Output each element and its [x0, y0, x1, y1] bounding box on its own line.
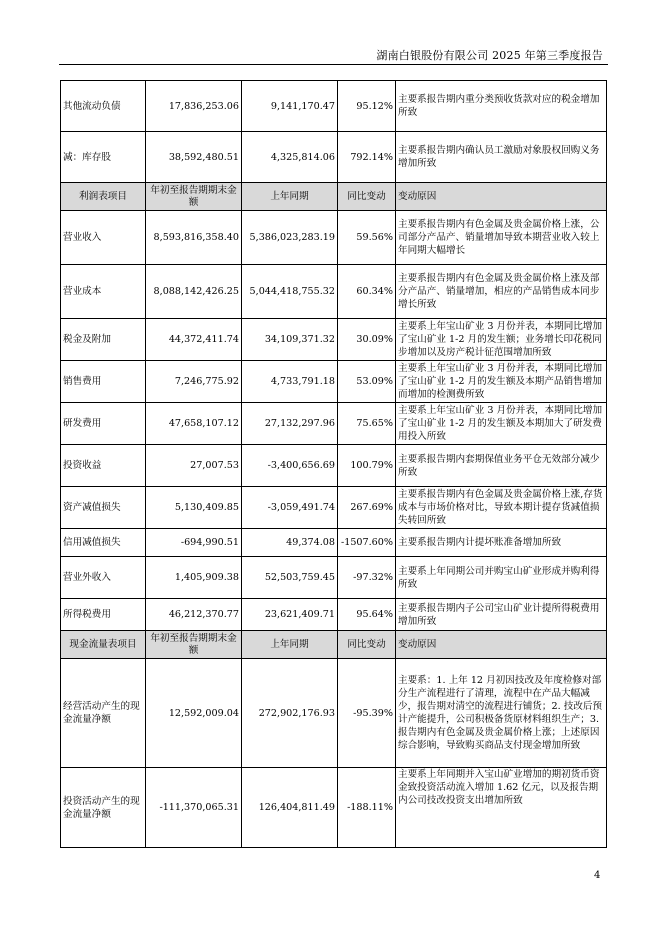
row-change: 95.12%: [338, 81, 396, 132]
row-prior: -3,059,491.74: [242, 487, 338, 529]
row-item: 经营活动产生的现金流量净额: [61, 659, 146, 768]
row-current: 7,246,775.92: [146, 361, 242, 403]
table-row: [61, 529, 607, 557]
row-item: 其他流动负债: [61, 81, 146, 132]
col-header-current: 年初至报告期期末金额: [146, 183, 242, 211]
row-reason: 主要系上年宝山矿业 3 月份并表，本期同比增加了宝山矿业 1-2 月的发生额及本期加大了研发费用投入所致: [396, 403, 607, 445]
row-current: 8,088,142,426.25: [146, 265, 242, 319]
table-row: [61, 265, 607, 319]
row-prior: 52,503,759.45: [242, 557, 338, 599]
table-row: [61, 659, 607, 768]
col-header-change: 同比变动: [338, 631, 396, 659]
row-reason: 主要系报告期内有色金属及贵金属价格上涨,存货成本与市场价格对比，导致本期计提存货减值损失转回所致: [396, 487, 607, 529]
col-header-prior: 上年同期: [242, 183, 338, 211]
row-current: -694,990.51: [146, 529, 242, 557]
cashflow-header-row: [61, 631, 607, 659]
table-row: [61, 445, 607, 487]
table-row: [61, 361, 607, 403]
row-item: 营业成本: [61, 265, 146, 319]
row-reason: 主要系报告期内有色金属及贵金属价格上涨及部分产品产、销量增加，相应的产品销售成本同步增长所致: [396, 265, 607, 319]
row-reason: 主要系上年同期并入宝山矿业增加的期初货币资金致投资活动流入增加 1.62 亿元，以及报告期内公司技改投资支出增加所致: [396, 768, 607, 848]
table-row: [61, 403, 607, 445]
row-prior: -3,400,656.69: [242, 445, 338, 487]
row-prior: 49,374.08: [242, 529, 338, 557]
table-row: [61, 81, 607, 132]
row-change: 792.14%: [338, 132, 396, 183]
row-reason: 主要系报告期内有色金属及贵金属价格上涨，公司部分产品产、销量增加导致本期营业收入较上年同期大幅增长: [396, 211, 607, 265]
report-header-title: 湖南白银股份有限公司 2025 年第三季度报告: [376, 49, 603, 62]
row-change: 59.56%: [338, 211, 396, 265]
row-current: 47,658,107.12: [146, 403, 242, 445]
row-current: 8,593,816,358.40: [146, 211, 242, 265]
row-reason: 主要系报告期内套期保值业务平仓无效部分减少所致: [396, 445, 607, 487]
row-reason: 主要系上年同期公司并购宝山矿业形成并购利得所致: [396, 557, 607, 599]
financial-change-table: [60, 80, 607, 848]
row-current: 12,592,009.04: [146, 659, 242, 768]
col-header-prior: 上年同期: [242, 631, 338, 659]
row-reason: 主要系上年宝山矿业 3 月份并表，本期同比增加了宝山矿业 1-2 月的发生额；业务增长印花税同步增加以及房产税计征范围增加所致: [396, 319, 607, 361]
row-item: 投资活动产生的现金流量净额: [61, 768, 146, 848]
table-row: [61, 132, 607, 183]
row-current: -111,370,065.31: [146, 768, 242, 848]
row-prior: 27,132,297.96: [242, 403, 338, 445]
row-current: 46,212,370.77: [146, 599, 242, 631]
table-row: [61, 211, 607, 265]
col-header-item: 现金流量表项目: [61, 631, 146, 659]
row-change: 75.65%: [338, 403, 396, 445]
table-row: [61, 487, 607, 529]
row-item: 减：库存股: [61, 132, 146, 183]
row-item: 营业外收入: [61, 557, 146, 599]
row-change: -95.39%: [338, 659, 396, 768]
row-change: 95.64%: [338, 599, 396, 631]
row-prior: 23,621,409.71: [242, 599, 338, 631]
row-current: 38,592,480.51: [146, 132, 242, 183]
row-change: -188.11%: [338, 768, 396, 848]
row-change: 60.34%: [338, 265, 396, 319]
row-prior: 9,141,170.47: [242, 81, 338, 132]
row-change: -1507.60%: [338, 529, 396, 557]
row-reason: 主要系报告期内重分类预收货款对应的税金增加所致: [396, 81, 607, 132]
col-header-change: 同比变动: [338, 183, 396, 211]
row-change: 30.09%: [338, 319, 396, 361]
col-header-reason: 变动原因: [396, 631, 607, 659]
row-prior: 126,404,811.49: [242, 768, 338, 848]
table-row: [61, 319, 607, 361]
row-change: 267.69%: [338, 487, 396, 529]
row-reason: 主要系报告期内计提坏账准备增加所致: [396, 529, 607, 557]
row-prior: 5,044,418,755.32: [242, 265, 338, 319]
row-prior: 5,386,023,283.19: [242, 211, 338, 265]
row-change: 100.79%: [338, 445, 396, 487]
row-item: 营业收入: [61, 211, 146, 265]
row-current: 17,836,253.06: [146, 81, 242, 132]
row-change: 53.09%: [338, 361, 396, 403]
header-divider: [59, 64, 608, 65]
row-reason: 主要系：1. 上年 12 月初因技改及年度检修对部分生产流程进行了清理，流程中在产品大幅减少，报告期对清空的流程进行铺货；2. 技改后预计产能提升，公司积极备货原材料组织生产；3. 报告期内有色金属及贵金属价格上涨；上述原因综合影响，导致购买商品支付现金增加所致: [396, 659, 607, 768]
table-row: [61, 557, 607, 599]
row-current: 5,130,409.85: [146, 487, 242, 529]
row-current: 1,405,909.38: [146, 557, 242, 599]
row-item: 税金及附加: [61, 319, 146, 361]
row-prior: 4,733,791.18: [242, 361, 338, 403]
row-prior: 34,109,371.32: [242, 319, 338, 361]
row-item: 信用减值损失: [61, 529, 146, 557]
row-item: 资产减值损失: [61, 487, 146, 529]
row-current: 44,372,411.74: [146, 319, 242, 361]
col-header-item: 利润表项目: [61, 183, 146, 211]
row-reason: 主要系报告期内子公司宝山矿业计提所得税费用增加所致: [396, 599, 607, 631]
row-current: 27,007.53: [146, 445, 242, 487]
row-change: -97.32%: [338, 557, 396, 599]
row-item: 所得税费用: [61, 599, 146, 631]
table-row: [61, 599, 607, 631]
row-item: 销售费用: [61, 361, 146, 403]
table-row: [61, 768, 607, 848]
col-header-reason: 变动原因: [396, 183, 607, 211]
row-item: 研发费用: [61, 403, 146, 445]
page-number: 4: [594, 870, 601, 881]
row-prior: 272,902,176.93: [242, 659, 338, 768]
row-reason: 主要系报告期内确认员工激励对象股权回购义务增加所致: [396, 132, 607, 183]
row-reason: 主要系上年宝山矿业 3 月份并表，本期同比增加了宝山矿业 1-2 月的发生额及本期产品销售增加而增加的检测费所致: [396, 361, 607, 403]
row-prior: 4,325,814.06: [242, 132, 338, 183]
income-header-row: [61, 183, 607, 211]
row-item: 投资收益: [61, 445, 146, 487]
col-header-current: 年初至报告期期末金额: [146, 631, 242, 659]
